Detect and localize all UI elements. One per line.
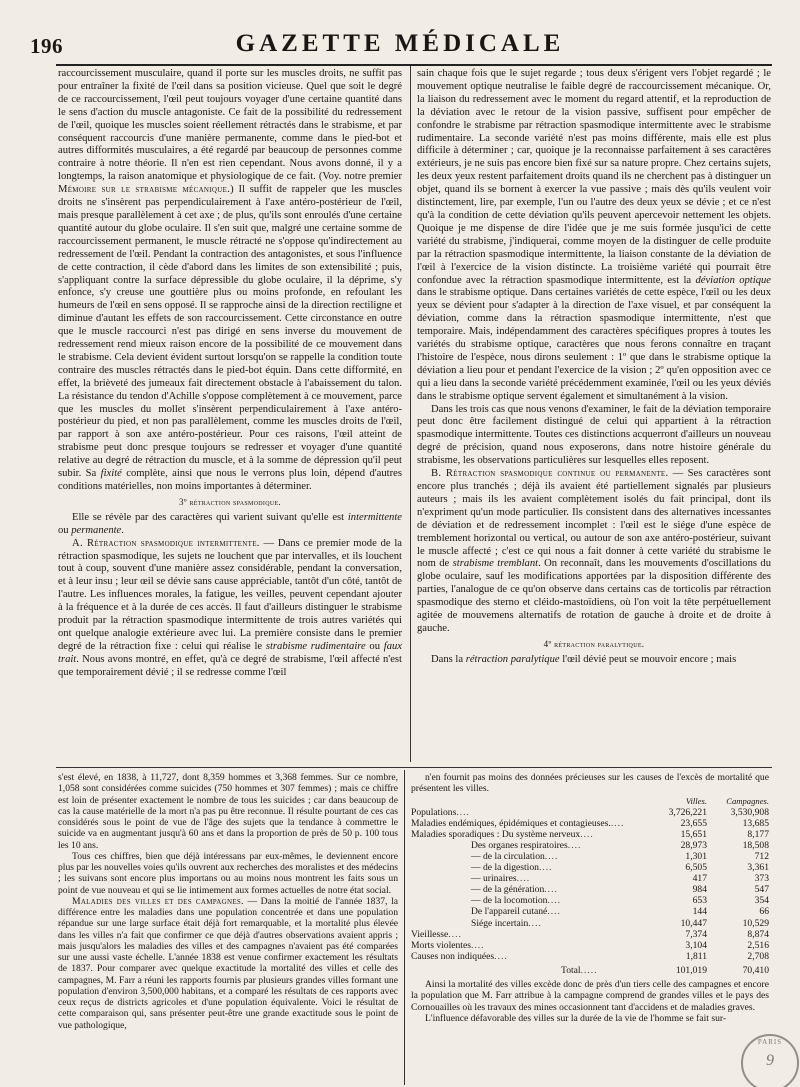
paragraph: Dans la rétraction paralytique l'œil dévié peut se mouvoir encore ; mais [431, 653, 737, 665]
stamp-text: PARIS [757, 1038, 783, 1046]
value-villes: 23,655 [680, 817, 707, 829]
paragraph: Tous ces chiffres, bien que déjà intéressans par eux-mêmes, le deviennent encore plus par les nouvelles voies qu'ils ouvrent aux recherches des moralistes et des médecins ; les suivans sont encore plus importans ou au moins nous montrent les faits sous un point de vue nouveau et qui se lie intimement aux formes actuelles de notre état social. [58, 850, 398, 896]
value-campagnes: 2,708 [747, 950, 769, 962]
row-label: — urinaires [471, 873, 517, 885]
table-row: Vieillesse.... 7,374 8,874 [411, 928, 769, 940]
mortality-table [411, 796, 769, 977]
row-label: Maladies sporadiques : Du système nerveux [411, 828, 581, 840]
value-campagnes: 373 [754, 873, 769, 885]
row-label: — de la génération [471, 884, 545, 896]
lower-column-divider [404, 770, 405, 1085]
upper-right-column [417, 68, 771, 762]
row-label: Populations [411, 806, 457, 818]
value-campagnes: 547 [754, 884, 769, 896]
value-villes: 1,811 [685, 950, 707, 962]
paragraph: Dans les trois cas que nous venons d'examiner, le fait de la déviation temporaire peut donc être facilement distingué de celui qui appartient à la rétraction spasmodique intermittente. Toutes ces distinctions acquerront d'ailleurs un nouveau degré de précision, quand nous exposerons, dans notre histoire générale du strabisme, les observations particulières sur lesquelles elles reposent. [417, 403, 771, 467]
paragraph: Ainsi la mortalité des villes excède donc de près d'un tiers celle des campagnes et encore la population que M. Farr attribue à la campagne comprend de grandes villes et le pays des Cornouailles où les travaux des mines occasionnent tant d'accidens et de maladies graves. [411, 979, 769, 1013]
row-label: Morts violentes [411, 939, 471, 951]
value-villes: 15,651 [680, 828, 707, 840]
value-campagnes: 2,516 [747, 939, 769, 951]
row-label: Des organes respiratoires [471, 839, 568, 851]
value-villes: 3,104 [685, 939, 707, 951]
stamp-number: 9 [766, 1052, 774, 1069]
row-label: De l'appareil cutané [471, 906, 548, 918]
paragraph: raccourcissement musculaire, quand il porte sur les muscles droits, ne suffit pas pour entraîner la fixité de l'œil dans sa position vicieuse. Quel que soit le degré de ce raccourcissement, l'œil peut toujours voyager d'une certaine quantité dans le sens d'action du muscle antagoniste. Ce fait de la possibilité du redressement de l'œil, quoique les muscles soient réellement rétractés dans le strabisme, et par conséquent raccourcis d'une manière permanente, comme dans le pied-bot et autres difformités musculaires, a été regardé par beaucoup de personnes comme contraire à notre théorie. Il n'en est rien cependant. Nous avons donné, il y a longtemps, la raison anatomique et physiologique de ce fait. (Voy. notre premier Mémoire sur le strabisme mécanique.) Il suffit de rappeler que les muscles droits ne s'insèrent pas perpendiculairement à l'axe antéro-postérieur de l'œil, mais presque parallèlement à cet axe ; de plus, qu'ils sont enroulés d'une certaine quantité autour du globe oculaire. Il s'en suit que, malgré une certaine somme de raccourcissement permanent, le muscle rétracté ne s'oppose qu'indirectement au redressement de l'œil. Pendant la contraction des antagonistes, et sous l'influence de cette contraction, il cède d'abord dans les limites de son extensibilité ; puis, s'appliquant contre la surface dépressible du globe oculaire, il la déprime, s'y enfonce, s'y creuse une gouttière plus ou moins profonde, en refoulant les humeurs de l'œil en sens opposé. Il se rapproche ainsi de la direction rectiligne et diminue d'autant les effets de son raccourcissement. Cette circonstance en outre que le muscle raccourci n'est pas dirigé en sens inverse du mouvement de redressement rend mieux raison encore de la possibilité de ce mouvement dans le strabisme. Cela devient évident surtout lorsqu'on se rappelle la condition toute contraire des muscles rétractés dans le pied-bot équin. Dans cette difformité, en effet, la brièveté des jumeaux fait directement obstacle à l'abaissement du talon. La résistance du tendon d'Achille s'oppose complètement à ce mouvement, parce que les muscles du mollet s'insèrent perpendiculairement à l'axe antéro-postérieur du pied, et non pas parallèlement, comme les muscles droits de l'œil, par rapport à son axe antéro-postérieur. Pour ces raisons, l'œil atteint de strabisme peut donc presque toujours se redresser et voyager d'une quantité relative au degré de rétraction du muscle, et à la somme de dépression qu'il peut subir. Sa fixité complète, ainsi que nous le verrons plus loin, dépend d'autres conditions matérielles, non moins importantes à déterminer. [58, 68, 402, 492]
paragraph: Elle se révèle par des caractères qui varient suivant qu'elle est intermittente ou permanente. [58, 511, 402, 536]
value-villes: 984 [692, 884, 707, 896]
column-header-campagnes: Campagnes. [726, 795, 769, 806]
value-villes: 7,374 [685, 928, 707, 940]
value-campagnes: 66 [759, 906, 769, 918]
table-row: Siége incertain.... 10,447 10,529 [471, 917, 769, 929]
total-campagnes: 70,410 [742, 964, 769, 976]
table-header-row [411, 796, 769, 807]
subsection-heading: A. Rétraction spasmodique intermittente. [72, 537, 260, 549]
value-campagnes: 13,685 [742, 817, 769, 829]
table-row: Maladies sporadiques : Du système nerveux.... 15,651 8,177 [411, 828, 769, 840]
paragraph: n'en fournit pas moins des données précieuses sur les causes de l'excès de mortalité que présentent les villes. [411, 772, 769, 795]
row-label: Siége incertain [471, 917, 529, 929]
row-label: — de la locomotion [471, 895, 548, 907]
value-villes: 417 [692, 873, 707, 885]
total-label: Total [561, 964, 581, 976]
value-villes: 144 [692, 906, 707, 918]
value-campagnes: 8,874 [747, 928, 769, 940]
table-row: — de la génération.... 984 547 [471, 884, 769, 896]
value-campagnes: 712 [754, 850, 769, 862]
header-rule [56, 64, 772, 66]
upper-column-divider [410, 66, 411, 762]
row-label: Maladies endémiques, épidémiques et contagieuses. [411, 817, 611, 829]
paragraph: L'influence défavorable des villes sur la durée de la vie de l'homme se fait sur- [425, 1012, 727, 1024]
paragraph: A. Rétraction spasmodique intermittente. — Dans ce premier mode de la rétraction spasmodique, les sujets ne louchent que par intervalles, et ils louchent tout à coup, souvent d'une manière assez considérable, pendant la conversation, et à leur insu ; leur œil se dévie sans cause appréciable, tantôt d'un côté, tantôt de l'autre. Les influences morales, la fatigue, les veilles, peuvent cependant ajouter à la fréquence et à la durée de ces accès. Il faut d'ailleurs distinguer le strabisme produit par la rétraction spasmodique intermittente de trois autres variétés qui ont quelque analogie extérieure avec lui. La première consiste dans le premier degré de la rétraction fixe : celui qui réalise le strabisme rudimentaire ou faux trait. Nous avons montré, en effet, qu'à ce degré de strabisme, l'œil affecté n'est que temporairement dévié ; il se redresse comme l'œil [58, 537, 402, 678]
value-campagnes: 3,361 [747, 862, 769, 874]
value-campagnes: 3,530,908 [730, 806, 769, 818]
memoire-reference: Mémoire sur le strabisme mécanique. [58, 184, 231, 196]
table-row: — de la locomotion.... 653 354 [471, 895, 769, 907]
library-stamp [741, 1034, 799, 1087]
value-villes: 653 [692, 895, 707, 907]
upper-left-column [58, 68, 402, 762]
subsection-heading: Maladies des villes et des campagnes. [72, 895, 244, 907]
table-row: Des organes respiratoires.... 28,973 18,508 [471, 839, 769, 851]
section-heading: 4º rétraction paralytique. [543, 638, 645, 649]
row-label: — de la digestion [471, 862, 539, 874]
table-row: De l'appareil cutané.... 144 66 [471, 906, 769, 918]
table-row: Morts violentes.... 3,104 2,516 [411, 939, 769, 951]
value-villes: 3,726,221 [668, 806, 707, 818]
value-villes: 28,973 [680, 839, 707, 851]
table-row: Causes non indiquées.... 1,811 2,708 [411, 950, 769, 962]
row-label: Vieillesse [411, 928, 449, 940]
table-total-row: Total..... 101,019 70,410 [411, 962, 769, 976]
table-row: — de la circulation.... 1,301 712 [471, 850, 769, 862]
paragraph: sain chaque fois que le sujet regarde ; tous deux s'érigent vers l'objet regardé ; le mouvement optique neutralise le faible degré de raccourcissement mécanique. Or, la liaison du redressement avec le moment du regard attentif, et la reproduction de la déviation avec le retour de la vision passive, suffisent pour empêcher de confondre le strabisme par rétraction spasmodique intermittente avec le strabisme rudimentaire. La seconde variété n'est pas moins différente, mais elle est plus difficile à déterminer ; car, quoique je la reconnaisse parfaitement à ses caractères extérieurs, je ne suis pas encore bien fixé sur sa nature propre. Chez certains sujets, les deux yeux restent parfaitement droits quand ils ne cherchent pas à distinguer un objet, quand ils se bornent à exercer la vue passive ; mais dès qu'ils veulent voir distinctement, lire, par exemple, l'un ou l'autre des deux yeux se dévie ; et ce n'est qu'à la condition de cette déviation qu'ils peuvent apercevoir nettement les objets. Quoique je me dispense de dire l'idée que je me suis formée jusqu'ici de cette variété du strabisme, j'indiquerai, comme moyen de la distinguer de celle produite par la rétraction spasmodique intermittente, la liaison constante de la déviation de l'œil à l'exercice de la vision distincte. La troisième variété qui pourrait être confondue avec la rétraction spasmodique intermittente, est la déviation optique dans le strabisme optique. Dans certaines variétés de cette espèce, l'œil ou les deux yeux se dévient pour s'adapter à la direction de l'axe visuel, et par conséquent la déviation, comme dans la rétraction spasmodique intermittente, n'est que temporaire. Mais, indépendamment des caractères spécifiques propres à toutes les variétés du strabisme optique, caractères que nous ferons connaître en traçant l'histoire de l'espèce, nous dirons seulement : 1º que dans le strabisme optique la déviation a lieu pour et pendant l'exercice de la vision ; 2º qu'en opposition avec ce qui a lieu dans la seconde variété précédemment examinée, l'œil ou les yeux déviés dans le strabisme optique servent également et simultanément à la vision. [417, 68, 771, 402]
value-campagnes: 354 [754, 895, 769, 907]
paragraph: s'est élevé, en 1838, à 11,727, dont 8,359 hommes et 3,368 femmes. Sur ce nombre, 1,058 sont considérées comme suicides (750 hommes et 307 femmes) ; mais ce chiffre est loin de présenter exactement le nombre de tous les suicides ; car dans beaucoup de cas la cause matérielle de la mort n'a pas pu être reconnue. Il résulte pourtant de ces cas considérés sous le point de vue de l'âge des sujets que la tendance à commettre le suicide va en augmentant jusqu'à 60 ans et dans la proportion de près de 50 p. 100 tous les 10 ans. [58, 772, 398, 851]
lower-left-column [58, 772, 398, 1085]
table-row: — de la digestion.... 6,505 3,361 [471, 862, 769, 874]
paragraph: B. Rétraction spasmodique continue ou permanente. — Ses caractères sont encore plus tranchés ; déjà ils avaient été partiellement signalés par plusieurs auteurs ; mais ils les avaient complètement isolés du fait principal, dont ils n'expriment qu'un mode particulier. Ils consistent dans des alternatives incessantes de déviation et de redressement incomplet : l'œil est le siége d'une espèce de tremblement horizontal ou vertical, ou autour de son axe antéro-postérieur, suivant le muscle affecté ; c'est ce qui nous a fait donner à cette variété du strabisme le nom de strabisme tremblant. On reconnaît, dans les mouvements d'oscillations du globe oculaire, sauf les modifications apportées par la disposition différente des parties, l'analogue de ce qu'on observe dans certains cas de torticolis par rétraction spasmodique des sterno et cléido-mastoïdiens, où l'on voit la tête perpétuellement agitée de mouvemens alternatifs de rotation de gauche à droite et de droite à gauche. [417, 468, 771, 634]
value-villes: 1,301 [685, 850, 707, 862]
section-divider [56, 767, 772, 768]
table-row: Populations.... 3,726,221 3,530,908 [411, 806, 769, 818]
value-campagnes: 10,529 [742, 917, 769, 929]
row-label: Causes non indiquées [411, 950, 495, 962]
subsection-heading: B. Rétraction spasmodique continue ou permanente. [431, 468, 669, 480]
value-villes: 6,505 [685, 862, 707, 874]
total-villes: 101,019 [675, 964, 707, 976]
row-label: — de la circulation [471, 850, 545, 862]
section-heading: 3º rétraction spasmodique. [179, 496, 281, 507]
page-number: 196 [30, 34, 63, 58]
paragraph: Maladies des villes et des campagnes. — Dans la moitié de l'année 1837, la différence entre les maladies dans une population concentrée et dans une population répandue sur une large surface était déjà fort remarquable, et la mortalité plus élevée dans les villes n'a fait que confirmer ce que déjà d'autres observations avaient appris ; mais jusqu'alors les maladies des villes et des campagnes n'avaient pas été comparées sur une aussi vaste échelle. L'année 1838 est venue confirmer exactement les résultats de 1837. Pour comparer avec quelque exactitude la mortalité des villes et celle des campagnes, M. Farr a réuni les rapports fournis par plusieurs grandes villes formant une population d'environ 3,500,000 habitans, et a comparé les résultats de ces rapports avec ceux reçus de districts agricoles et d'une population équivalente. Voici le résultat de cette comparaison qui, sans présenter peut-être une grande exactitude sous le point de vue pathologique, [58, 895, 398, 1031]
masthead-title: GAZETTE MÉDICALE [235, 30, 565, 57]
value-campagnes: 8,177 [747, 828, 769, 840]
value-campagnes: 18,508 [742, 839, 769, 851]
lower-right-column [411, 772, 769, 1085]
value-villes: 10,447 [680, 917, 707, 929]
table-row: — urinaires.... 417 373 [471, 873, 769, 885]
table-row: Maladies endémiques, épidémiques et contagieuses..... 23,655 13,685 [411, 817, 769, 829]
column-header-villes: Villes. [685, 795, 707, 806]
